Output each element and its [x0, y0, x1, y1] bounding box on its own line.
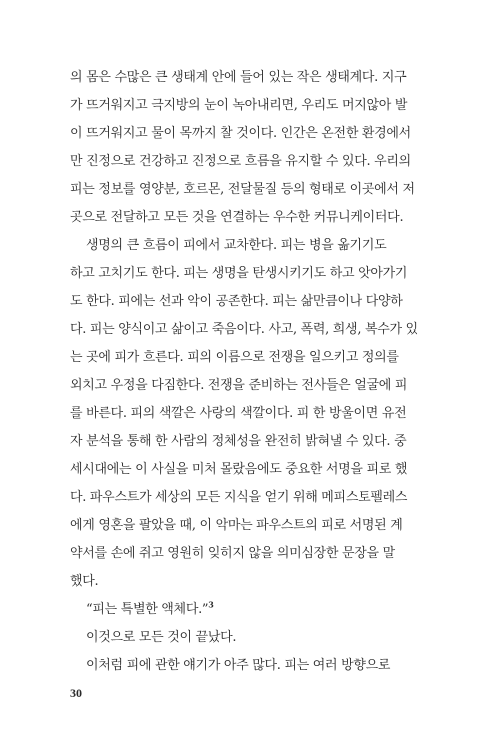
text-line: 에게 영혼을 팔았을 때, 이 악마는 파우스트의 피로 서명된 계: [70, 518, 403, 533]
text-line: 이 뜨거워지고 물이 목까지 찰 것이다. 인간은 온전한 환경에서: [70, 126, 411, 141]
text-line: 하고 고치기도 한다. 피는 생명을 탄생시키기도 하고 앗아가기: [70, 266, 408, 281]
footnote-marker[interactable]: 3: [208, 599, 214, 610]
text-line: 의 몸은 수많은 큰 생태계 안에 들어 있는 작은 생태계다. 지구: [70, 70, 407, 85]
quote-line: [70, 596, 432, 624]
text-line: 다. 파우스트가 세상의 모든 지식을 얻기 위해 메피스토펠레스: [70, 490, 408, 505]
text-line: 약서를 손에 쥐고 영원히 잊히지 않을 의미심장한 문장을 말: [70, 546, 395, 561]
page-number: 30: [70, 686, 82, 700]
body-text: [70, 64, 432, 680]
text-line: 자 분석을 통해 한 사람의 정체성을 완전히 밝혀낼 수 있다. 중: [70, 434, 407, 449]
text-line: 곳으로 전달하고 모든 것을 연결하는 우수한 커뮤니케이터다.: [70, 210, 404, 225]
text-line: 는 곳에 피가 흐른다. 피의 이름으로 전쟁을 일으키고 정의를: [70, 350, 399, 365]
text-line: 다. 피는 양식이고 삶이고 죽음이다. 사고, 폭력, 희생, 복수가 있: [70, 322, 418, 337]
text-line: 가 뜨거워지고 극지방의 눈이 녹아내리면, 우리도 머지않아 발: [70, 98, 408, 113]
text-line: 도 한다. 피에는 선과 악이 공존한다. 피는 삶만큼이나 다양하: [70, 294, 403, 309]
text-line: 했다.: [70, 574, 99, 589]
text-line: 생명의 큰 흐름이 피에서 교차한다. 피는 병을 옮기기도: [86, 238, 387, 253]
text-line: 이것으로 모든 것이 끝났다.: [86, 630, 237, 645]
text-line: 를 바른다. 피의 색깔은 사랑의 색깔이다. 피 한 방울이면 유전: [70, 406, 407, 421]
text-line: 외치고 우정을 다짐한다. 전쟁을 준비하는 전사들은 얼굴에 피: [70, 378, 408, 393]
text-line: 만 진정으로 건강하고 진정으로 흐름을 유지할 수 있다. 우리의: [70, 154, 411, 169]
quote-text: “피는 특별한 액체다.”: [86, 602, 209, 617]
text-line: 세시대에는 이 사실을 미처 몰랐음에도 중요한 서명을 피로 했: [70, 462, 408, 477]
text-line: 피는 정보를 영양분, 호르몬, 전달물질 등의 형태로 이곳에서 저: [70, 182, 415, 197]
text-line: 이처럼 피에 관한 얘기가 아주 많다. 피는 여러 방향으로: [86, 658, 391, 673]
